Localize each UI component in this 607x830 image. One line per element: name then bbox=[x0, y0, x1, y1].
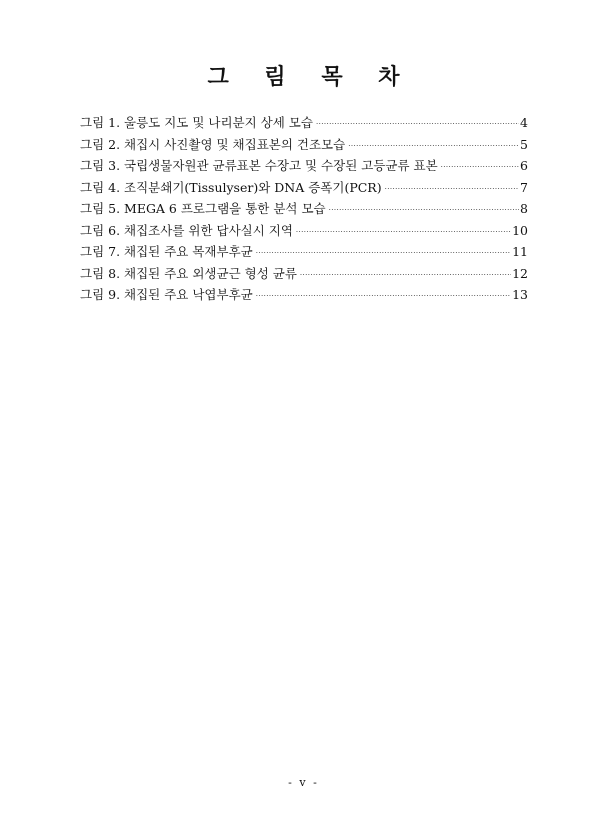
toc-entry-label: 그림 8. 채집된 주요 외생균근 형성 균류 bbox=[80, 265, 297, 281]
toc-entry-label: 그림 2. 채집시 사진촬영 및 채집표본의 건조모습 bbox=[80, 136, 346, 152]
toc-leader-dots bbox=[300, 265, 511, 285]
toc-leader-dots bbox=[256, 286, 511, 306]
toc-entry[interactable] bbox=[80, 198, 528, 220]
toc-entry-page: 4 bbox=[520, 115, 528, 130]
page-number: - v - bbox=[288, 776, 319, 789]
toc-leader-dots bbox=[296, 222, 511, 242]
toc-entry[interactable] bbox=[80, 241, 528, 263]
toc-leader-dots bbox=[316, 114, 519, 134]
toc-entry[interactable] bbox=[80, 134, 528, 156]
toc-entry-label: 그림 5. MEGA 6 프로그램을 통한 분석 모습 bbox=[80, 201, 326, 216]
toc-entry[interactable] bbox=[80, 263, 528, 285]
page-title: 그 림 목 차 bbox=[207, 64, 414, 90]
toc-entry-label: 그림 6. 채집조사를 위한 답사실시 지역 bbox=[80, 222, 293, 238]
figure-list bbox=[80, 112, 528, 306]
toc-entry-page: 11 bbox=[512, 244, 528, 259]
toc-entry[interactable] bbox=[80, 155, 528, 177]
toc-entry-page: 13 bbox=[512, 287, 528, 302]
toc-entry[interactable] bbox=[80, 112, 528, 134]
toc-entry[interactable] bbox=[80, 177, 528, 199]
toc-entry-label: 그림 1. 울릉도 지도 및 나리분지 상세 모습 bbox=[80, 115, 313, 130]
toc-entry-page: 8 bbox=[520, 201, 528, 216]
toc-entry-label: 그림 7. 채집된 주요 목재부후균 bbox=[80, 244, 253, 259]
toc-leader-dots bbox=[348, 136, 519, 156]
toc-entry-page: 10 bbox=[512, 222, 528, 238]
toc-leader-dots bbox=[441, 157, 519, 177]
toc-entry-page: 5 bbox=[520, 136, 528, 152]
toc-entry-page: 12 bbox=[512, 265, 528, 281]
toc-entry-label: 그림 3. 국립생물자원관 균류표본 수장고 및 수장된 고등균류 표본 bbox=[80, 158, 438, 173]
toc-entry[interactable] bbox=[80, 220, 528, 242]
toc-leader-dots bbox=[329, 200, 519, 220]
toc-entry-label: 그림 9. 채집된 주요 낙엽부후균 bbox=[80, 287, 253, 302]
toc-leader-dots bbox=[256, 243, 511, 263]
toc-entry-page: 6 bbox=[520, 158, 528, 173]
toc-entry-label: 그림 4. 조직분쇄기(Tissulyser)와 DNA 증폭기(PCR) bbox=[80, 179, 382, 195]
toc-entry-page: 7 bbox=[520, 179, 528, 195]
toc-leader-dots bbox=[385, 179, 519, 199]
toc-entry[interactable] bbox=[80, 284, 528, 306]
